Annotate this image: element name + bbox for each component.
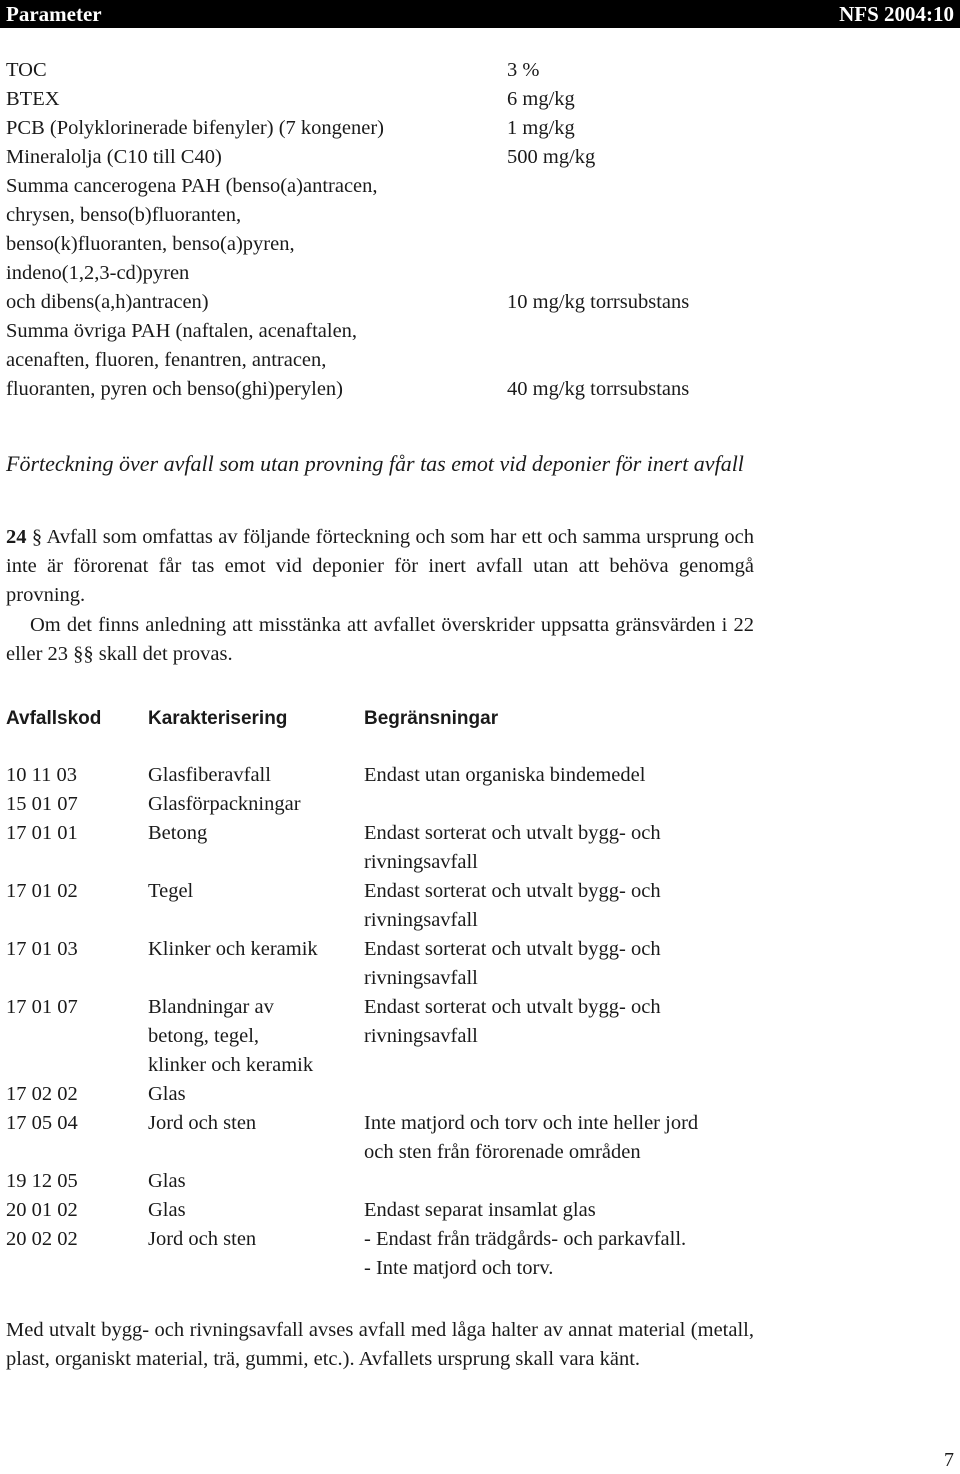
paragraph-24-second: Om det finns anledning att misstänka att avfallet överskrider uppsatta gränsvärden i 22 eller 23 §§ skall det provas. [6,614,754,665]
waste-row [6,1225,766,1283]
waste-characterisation [148,1109,364,1167]
waste-row [6,877,766,935]
characterisation-line: Glas [148,1083,186,1105]
limitation-line: Endast sorterat och utvalt bygg- och [364,996,661,1018]
waste-characterisation [148,761,364,790]
waste-characterisation [148,1196,364,1225]
characterisation-line: klinker och keramik [148,1054,314,1076]
characterisation-line: Klinker och keramik [148,938,318,960]
waste-row [6,819,766,877]
characterisation-line: Glasfiberavfall [148,764,271,786]
header-karakterisering: Karakterisering [148,708,288,729]
parameter-name-line: Summa övriga PAH (naftalen, acenaftalen, [6,320,358,342]
limit-row [6,85,746,114]
parameter-name-line: fluoranten, pyren och benso(ghi)perylen) [6,378,343,400]
waste-row [6,761,766,790]
footnote: Med utvalt bygg- och rivningsavfall avses avfall med låga halter av annat material (metall, plast, organiskt material, trä, gummi, etc.). Avfallets ursprung skall vara känt. [6,1319,754,1370]
waste-characterisation [148,1167,364,1196]
paragraph-24-text: Avfall som omfattas av följande förteckning och som har ett och samma ursprung och inte är förorenat får tas emot vid deponier för inert avfall utan att behöva genomgå provning. [6,526,755,606]
limitation-line: Endast separat insamlat glas [364,1199,596,1221]
parameter-name [6,317,501,404]
characterisation-line: Betong [148,822,208,844]
waste-code: 20 02 02 [6,1228,78,1250]
waste-code: 17 01 01 [6,822,78,844]
header-avfallskod: Avfallskod [6,708,102,729]
waste-row [6,790,766,819]
waste-code: 17 01 02 [6,880,78,902]
limitation-line: rivningsavfall [364,967,478,989]
waste-limitation [364,1167,754,1196]
parameter-name-line: Summa cancerogena PAH (benso(a)antracen, [6,175,378,197]
waste-limitation [364,935,754,993]
limit-value: 500 mg/kg [507,146,596,168]
parameter-name-line: indeno(1,2,3-cd)pyren [6,262,190,284]
waste-code: 10 11 03 [6,764,77,786]
section-sign: § [31,526,43,548]
waste-characterisation [148,877,364,935]
limit-row [6,56,746,85]
waste-limitation [364,877,754,935]
limitation-line: - Endast från trädgårds- och parkavfall. [364,1228,687,1250]
characterisation-line: Tegel [148,880,194,902]
waste-characterisation [148,819,364,877]
limitation-line: - Inte matjord och torv. [364,1257,554,1279]
waste-limitation [364,790,754,819]
parameter-name [6,56,501,85]
parameter-name-line: benso(k)fluoranten, benso(a)pyren, [6,233,295,255]
parameter-name-line: BTEX [6,88,60,110]
parameter-name-line: Mineralolja (C10 till C40) [6,146,222,168]
parameter-name-line: TOC [6,59,47,81]
limit-value: 6 mg/kg [507,88,575,110]
page-number: 7 [944,1449,954,1471]
limit-value: 10 mg/kg torrsubstans [507,291,690,313]
limit-row [6,172,746,317]
waste-characterisation [148,935,364,993]
parameter-name-line: chrysen, benso(b)fluoranten, [6,204,242,226]
characterisation-line: Blandningar av [148,996,274,1018]
page-header [0,0,960,28]
waste-limitation [364,993,754,1080]
limit-value: 1 mg/kg [507,117,575,139]
waste-code: 15 01 07 [6,793,78,815]
waste-code: 17 01 07 [6,996,78,1018]
waste-limitation [364,761,754,790]
waste-table-header [6,704,766,733]
parameter-name-line: och dibens(a,h)antracen) [6,291,209,313]
header-document-id: NFS 2004:10 [839,2,954,26]
limit-value: 3 % [507,59,540,81]
waste-code: 20 01 02 [6,1199,78,1221]
limit-values-table [6,56,746,404]
waste-code: 17 05 04 [6,1112,78,1134]
waste-code: 19 12 05 [6,1170,78,1192]
parameter-name [6,143,501,172]
limit-row [6,317,746,404]
waste-limitation [364,819,754,877]
limit-value: 40 mg/kg torrsubstans [507,378,690,400]
waste-row [6,1109,766,1167]
characterisation-line: Glas [148,1170,186,1192]
parameter-name [6,114,501,143]
characterisation-line: Jord och sten [148,1112,257,1134]
characterisation-line: Glasförpackningar [148,793,301,815]
header-begransningar: Begränsningar [364,708,499,729]
waste-limitation [364,1196,754,1225]
section-heading: Förteckning över avfall som utan provning får tas emot vid deponier för inert avfall [6,451,744,476]
waste-code: 17 02 02 [6,1083,78,1105]
limitation-line: Endast sorterat och utvalt bygg- och [364,938,661,960]
header-section-title: Parameter [6,2,102,26]
waste-characterisation [148,1225,364,1283]
waste-limitation [364,1225,754,1283]
limit-row [6,114,746,143]
characterisation-line: betong, tegel, [148,1025,260,1047]
waste-row [6,935,766,993]
limit-row [6,143,746,172]
waste-limitation [364,1109,754,1167]
limitation-line: Endast sorterat och utvalt bygg- och [364,880,661,902]
parameter-name-line: PCB (Polyklorinerade bifenyler) (7 kongener) [6,117,385,139]
characterisation-line: Jord och sten [148,1228,257,1250]
limitation-line: Endast utan organiska bindemedel [364,764,646,786]
limitation-line: rivningsavfall [364,851,478,873]
parameter-name-line: acenaften, fluoren, fenantren, antracen, [6,349,327,371]
waste-characterisation [148,790,364,819]
limitation-line: rivningsavfall [364,1025,478,1047]
waste-table-body [6,761,766,1283]
limitation-line: rivningsavfall [364,909,478,931]
paragraph-number: 24 [6,526,27,548]
parameter-name [6,172,501,317]
waste-code: 17 01 03 [6,938,78,960]
waste-row [6,1167,766,1196]
waste-limitation [364,1080,754,1109]
limitation-line: och sten från förorenade områden [364,1141,641,1163]
waste-row [6,1080,766,1109]
paragraph-24 [6,523,754,610]
waste-characterisation [148,993,364,1080]
limitation-line: Inte matjord och torv och inte heller jord [364,1112,699,1134]
waste-characterisation [148,1080,364,1109]
waste-row [6,1196,766,1225]
limitation-line: Endast sorterat och utvalt bygg- och [364,822,661,844]
parameter-name [6,85,501,114]
characterisation-line: Glas [148,1199,186,1221]
waste-row [6,993,766,1080]
